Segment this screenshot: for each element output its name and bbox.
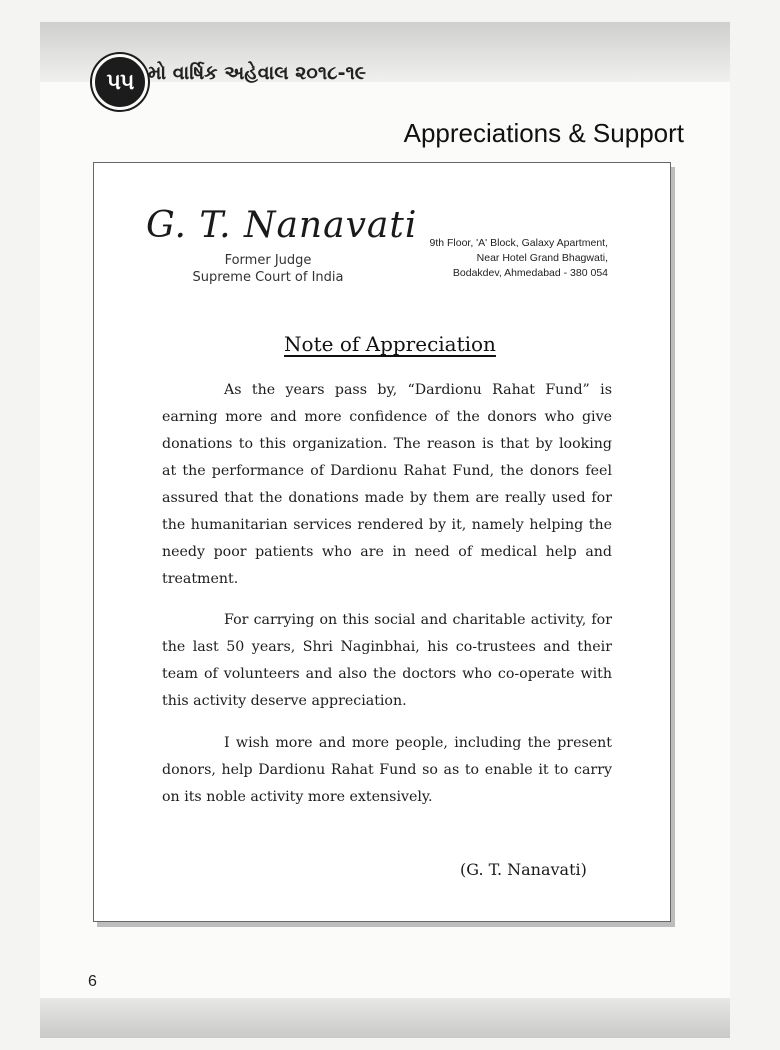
letterhead-designation [168, 252, 368, 286]
letter-paragraph: As the years pass by, “Dardionu Rahat Fund” is earning more and more confidence of the donors who give donations to this organization. The reason is that by looking at the performance of Dardionu Rahat Fund, the donors feel assured that the donations made by them are really used for the humanitarian services rendered by it, namely helping the needy poor patients who are in need of medical help and treatment. [162, 382, 612, 587]
letter-sign-off: (G. T. Nanavati) [460, 860, 587, 879]
footer-band [40, 998, 730, 1038]
letter-title: Note of Appreciation [284, 332, 496, 356]
anniversary-logo [92, 54, 148, 110]
address-line: Near Hotel Grand Bhagwati, [476, 252, 608, 264]
report-title: મો વાર્ષિક અહેવાલ ૨૦૧૮-૧૯ [148, 62, 367, 84]
designation-line: Former Judge [224, 253, 312, 268]
logo-number: ૫૫ [106, 69, 134, 95]
page-number: 6 [88, 973, 97, 990]
letterhead-address [420, 236, 608, 281]
address-line: Bodakdev, Ahmedabad - 380 054 [452, 267, 608, 279]
section-title: Appreciations & Support [403, 118, 684, 148]
address-line: 9th Floor, 'A' Block, Galaxy Apartment, [429, 237, 608, 249]
letterhead-signature: G. T. Nanavati [146, 205, 418, 246]
court-line: Supreme Court of India [192, 270, 344, 285]
letter-paragraph: I wish more and more people, including the present donors, help Dardionu Rahat Fund so as to enable it to carry on its noble activity more extensively. [162, 735, 612, 805]
letter-paragraph: For carrying on this social and charitable activity, for the last 50 years, Shri Naginbhai, his co-trustees and their team of volunteers and also the doctors who co-operate with this activity deserve appreciation. [162, 612, 612, 709]
